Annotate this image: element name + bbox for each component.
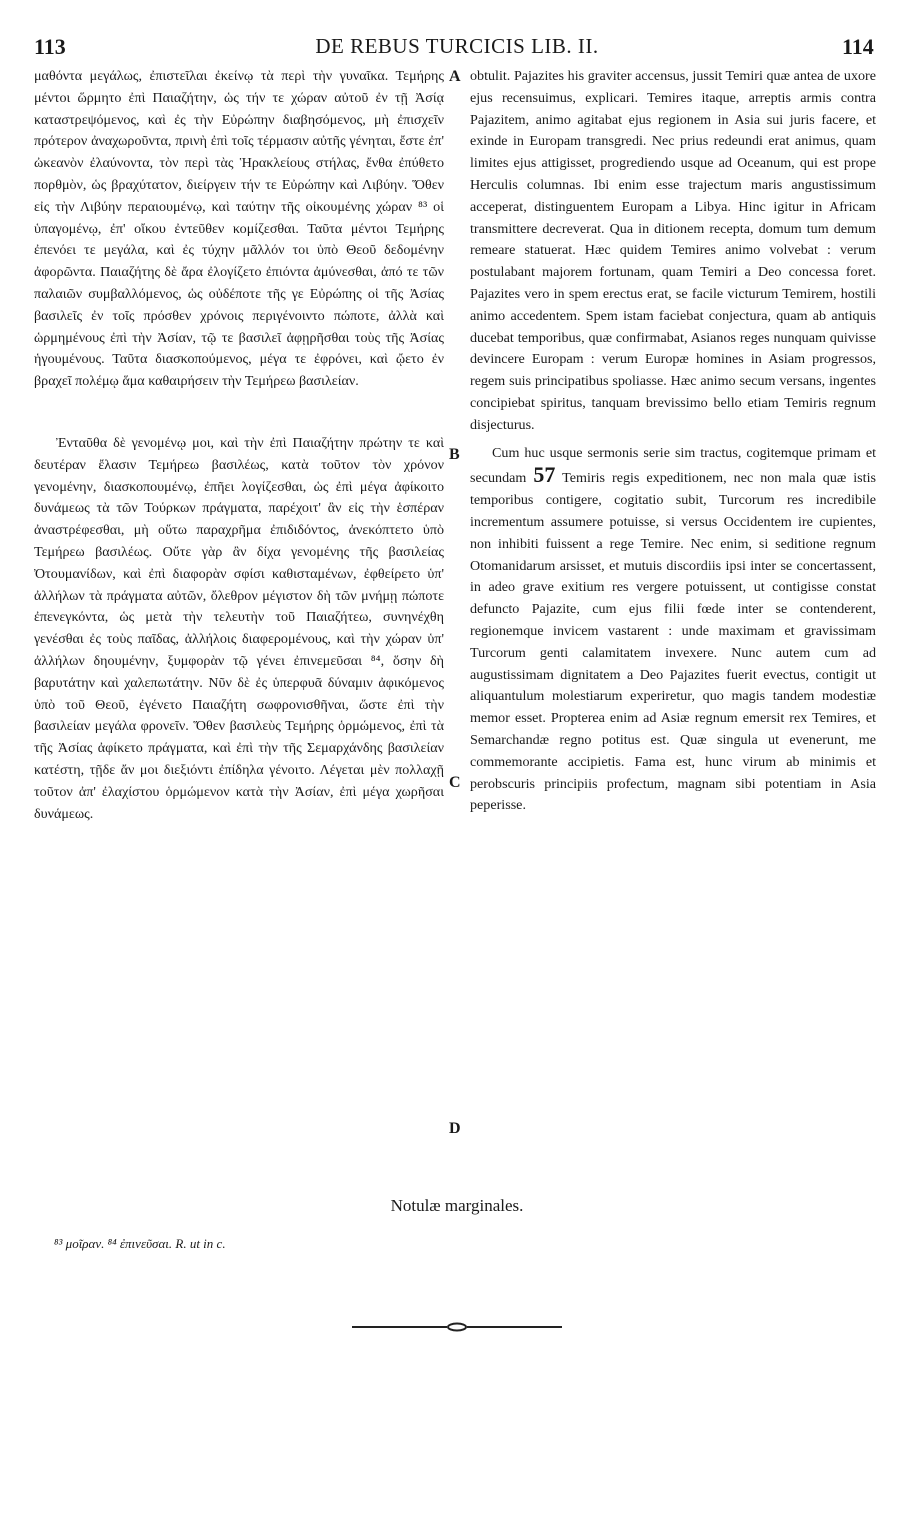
greek-column [34,66,444,825]
page-marker-number: 57 [533,462,556,488]
latin-paragraph-1: obtulit. Pajazites his graviter accensus, jussit Temiri quæ antea de uxore ejus recensuimus, explicari. Temires itaque, arreptis armis contra Pajazitem, animo agitabat ejus regionem in Asia sui juris facere, et exinde in Europam transgredi. Nec prius redeundi erat animus, quam limites ejus attigisset, progrediendo usque ad Oceanum, qui est prope Herculis columnas. Ibi enim esse trajectum maris angustissimum acceperat, distinguentem Europam a Libya. Hinc igitur in Africam transmittere decreverat. Qua in ditionem recepta, domum tum demum remeare statuerat. Hæc quidem Temires animo volvebat : verum postulabant majorem fortunam, quam Temiri a Deo concessa foret. Pajazites vero in spem erectus erat, se facile victurum Temirem, hostili animo accedentem. Spem istam faciebat conjectura, quam ab antiquis ducebat temporibus, quæ confirmabat, Asianos reges nunquam quivisse devincere Europam : verum Europæ homines in Asiam progressos, regem suis principatibus spoliasse. Hæc animo secum versans, ingentes concipiebat spiritus, tanquam brevissimo bello etiam Temiris regnum disjecturus. [470,68,876,433]
running-title: DE REBUS TURCICIS LIB. II. [315,34,599,58]
margin-marker-a: A [449,68,461,85]
latin-paragraph-2 [470,443,876,818]
latin-paragraph-2-start: Cum huc usque sermonis serie sim tractus, cogitemque primam et secundam [470,444,876,487]
ornamental-rule [352,1322,562,1332]
latin-paragraph-2-rest: Temiris regis expeditionem, nec non mala quæ istis temporibus contigere, cogitatio subit, Turcorum res incredibile incrementum assumere potuisse, si versus Occidentem ire cupientes, non inhibiti fuissent a rege Temire. Nec enim, si seditione regnum Otomanidarum arsisset, et mutuis discordiis ipsi inter se concertassent, in adeo grave exitium res vergere potuissent, ut contigisse constat defuncto Pajazite, cum ejus filii fœde inter se contenderent, regionemque invicem vastarent : unde maximam et gravissimam Turcorum genti calamitatem invexere. Nunc autem cum ad augustissimam dignitatem a Deo Pajazites fuerit evectus, contigit ut aliquantulum molestiarum experiretur, quo magis tandem modestiæ memor esset. Propterea enim ad Asiæ regnum emersit rex Temires, et Semarchandæ regno potitus est. Quæ singula ut evenerunt, me commemorante accipietis. Fama est, hunc virum ab minimis et perobscuris principiis profectum, magnam sibi potentiam in Asia peperisse. [470,470,876,814]
margin-marker-c: C [449,774,461,791]
margin-marker-b: B [449,446,460,463]
page-number-left: 113 [34,34,66,59]
notulae-heading: Notulæ marginales. [390,1196,524,1215]
greek-paragraph-1: μαθόντα μεγάλως, ἐπιστεῖλαι ἐκείνῳ τὰ περὶ τὴν γυναῖκα. Τεμήρης μέντοι ὥρμητο ἐπὶ Παιαζήτην, ὡς τήν τε χώραν αὐτοῦ ἐν τῇ Ἀσίᾳ καταστρεψόμενος, καὶ ἐς τὴν Εὐρώπην διαβησόμενος, μὴ ἐπισχεῖν πρότερον ἀναχωροῦντα, πρινὴ ἐπὶ τοῖς τέρμασιν αὐτῆς γένηται, ἔστε ἐπ' ὠκεανὸν ἐλαύνοντα, τὸν περὶ τὰς Ἡρακλείους στήλας, ἔνθα ἐπύθετο πορθμὸν, ὡς βραχύτατον, διείργειν τήν τε Εὐρώπην καὶ Λιβύην. Ὅθεν εἰς τὴν Λιβύην περαιουμένῳ, καὶ ταύτην τῆς οἰκουμένης χώραν ⁸³ οἱ ὑπαγομένῳ, ἐπ' οἴκου ἐντεῦθεν κομίζεσθαι. Ταῦτα μέντοι Τεμήρης ἐπενόει τε μεγάλα, καὶ ἐς τύχην μᾶλλόν τοι ὑπὸ Θεοῦ δεδομένην ἀφορῶντα. Παιαζήτης δὲ ἄρα ἐλογίζετο ἐπιόντα ἀμύνεσθαι, ἀπό τε τῶν παλαιῶν συμβαλλόμενος, ὡς οὐδέποτε τῆς γε Εὐρώπης οἱ τῆς Ἀσίας βασιλεῖς ἐν τοῖς πρόσθεν χρόνοις περιγένοιντο πώποτε, ἀλλὰ καὶ ὡρμημένους ἐπὶ τὴν Ἀσίαν, τῷ τε βασιλεῖ ἀφῃρῆσθαι τοὺς τῆς Ἀσίας ἡγουμένους. Ταῦτα διασκοπούμενος, μέγα τε ἐφρόνει, καὶ ᾤετο ἐν βραχεῖ πολέμῳ ἅμα καθαιρήσειν τὴν Τεμήρεω βασιλείαν. [34,68,444,390]
page-number-right: 114 [842,34,874,59]
margin-marker-d: D [449,1120,461,1137]
latin-column [470,66,876,817]
page-header [0,34,914,64]
greek-paragraph-2: Ἐνταῦθα δὲ γενομένῳ μοι, καὶ τὴν ἐπὶ Παιαζήτην πρώτην τε καὶ δευτέραν ἔλασιν Τεμήρεω βασιλέως, κατὰ τοῦτον τὸν χρόνον γενομένην, διασκοπουμένῳ, ἐπῆει λογίζεσθαι, ὡς ἐπὶ μέγα ἀφίκοιτο δυνάμεως τὰ τῶν Τούρκων πράγματα, παρέχοιτ' ἂν εἰς τὴν ἑσπέραν ἀναστρέφεσθαι, μὴ οὕτω παραχρῆμα ἐπιδιδόντος, ἀνεκόπτετο ὑπὸ Τεμήρεω βασιλέως. Οὔτε γὰρ ἂν δίχα γενομένης τῆς βασιλείας Ὀτουμανίδων, καὶ ἐπὶ διαφορὰν σφίσι καθισταμένων, ἐφθείρετο ὑπ' ἀλλήλων τὰ πράγματα αὐτῶν, ὄλεθρον μέγιστον δὴ τῶν μνήμῃ πώποτε ἐπενεγκόντα, ὡς μετὰ τὴν τελευτὴν τοῦ Παιαζήτεω, συνηνέχθη γενέσθαι ἐς τοὺς παῖδας, ἀλλήλοις διαφερομένους, καὶ τὴν χώραν ὑπ' ἀλλήλων δηουμένην, ξυμφορὰν τῷ γένει ἐπινεμεῦσαι ⁸⁴, ὅσην δὴ βαρυτάτην καὶ χαλεπωτάτην. Νῦν δὲ ἐς ὑπερφυᾶ δύναμιν ἀφικόμενος ὑπὸ τοῦ Θεοῦ, ἐγένετο Παιαζήτη σωφρονισθῆναι, ὥστε ἐπὶ τὴν βασιλείαν μεγάλα φρονεῖν. Ὅθεν βασιλεὺς Τεμήρης ὁρμώμενος, ἐπὶ τὰ τῆς Ἀσίας ἀφίκετο πράγματα, καὶ ἐπὶ τὴν τῆς Σεμαρχάνδης βασιλείαν κατέστη, τῇδε ἄν μοι διεξιόντι ἐπίδηλα γένοιτο. Λέγεται μὲν πολλαχῇ τοῦτον ἀπ' ἐλαχίστου ὁρμώμενον κατὰ τὴν Ἀσίαν, ἐπὶ μέγα χωρῆσαι δυνάμεως. [34,434,444,822]
footnotes: ⁸³ μοῖραν. ⁸⁴ ἐπινεῦσαι. R. ut in c. [54,1236,226,1251]
